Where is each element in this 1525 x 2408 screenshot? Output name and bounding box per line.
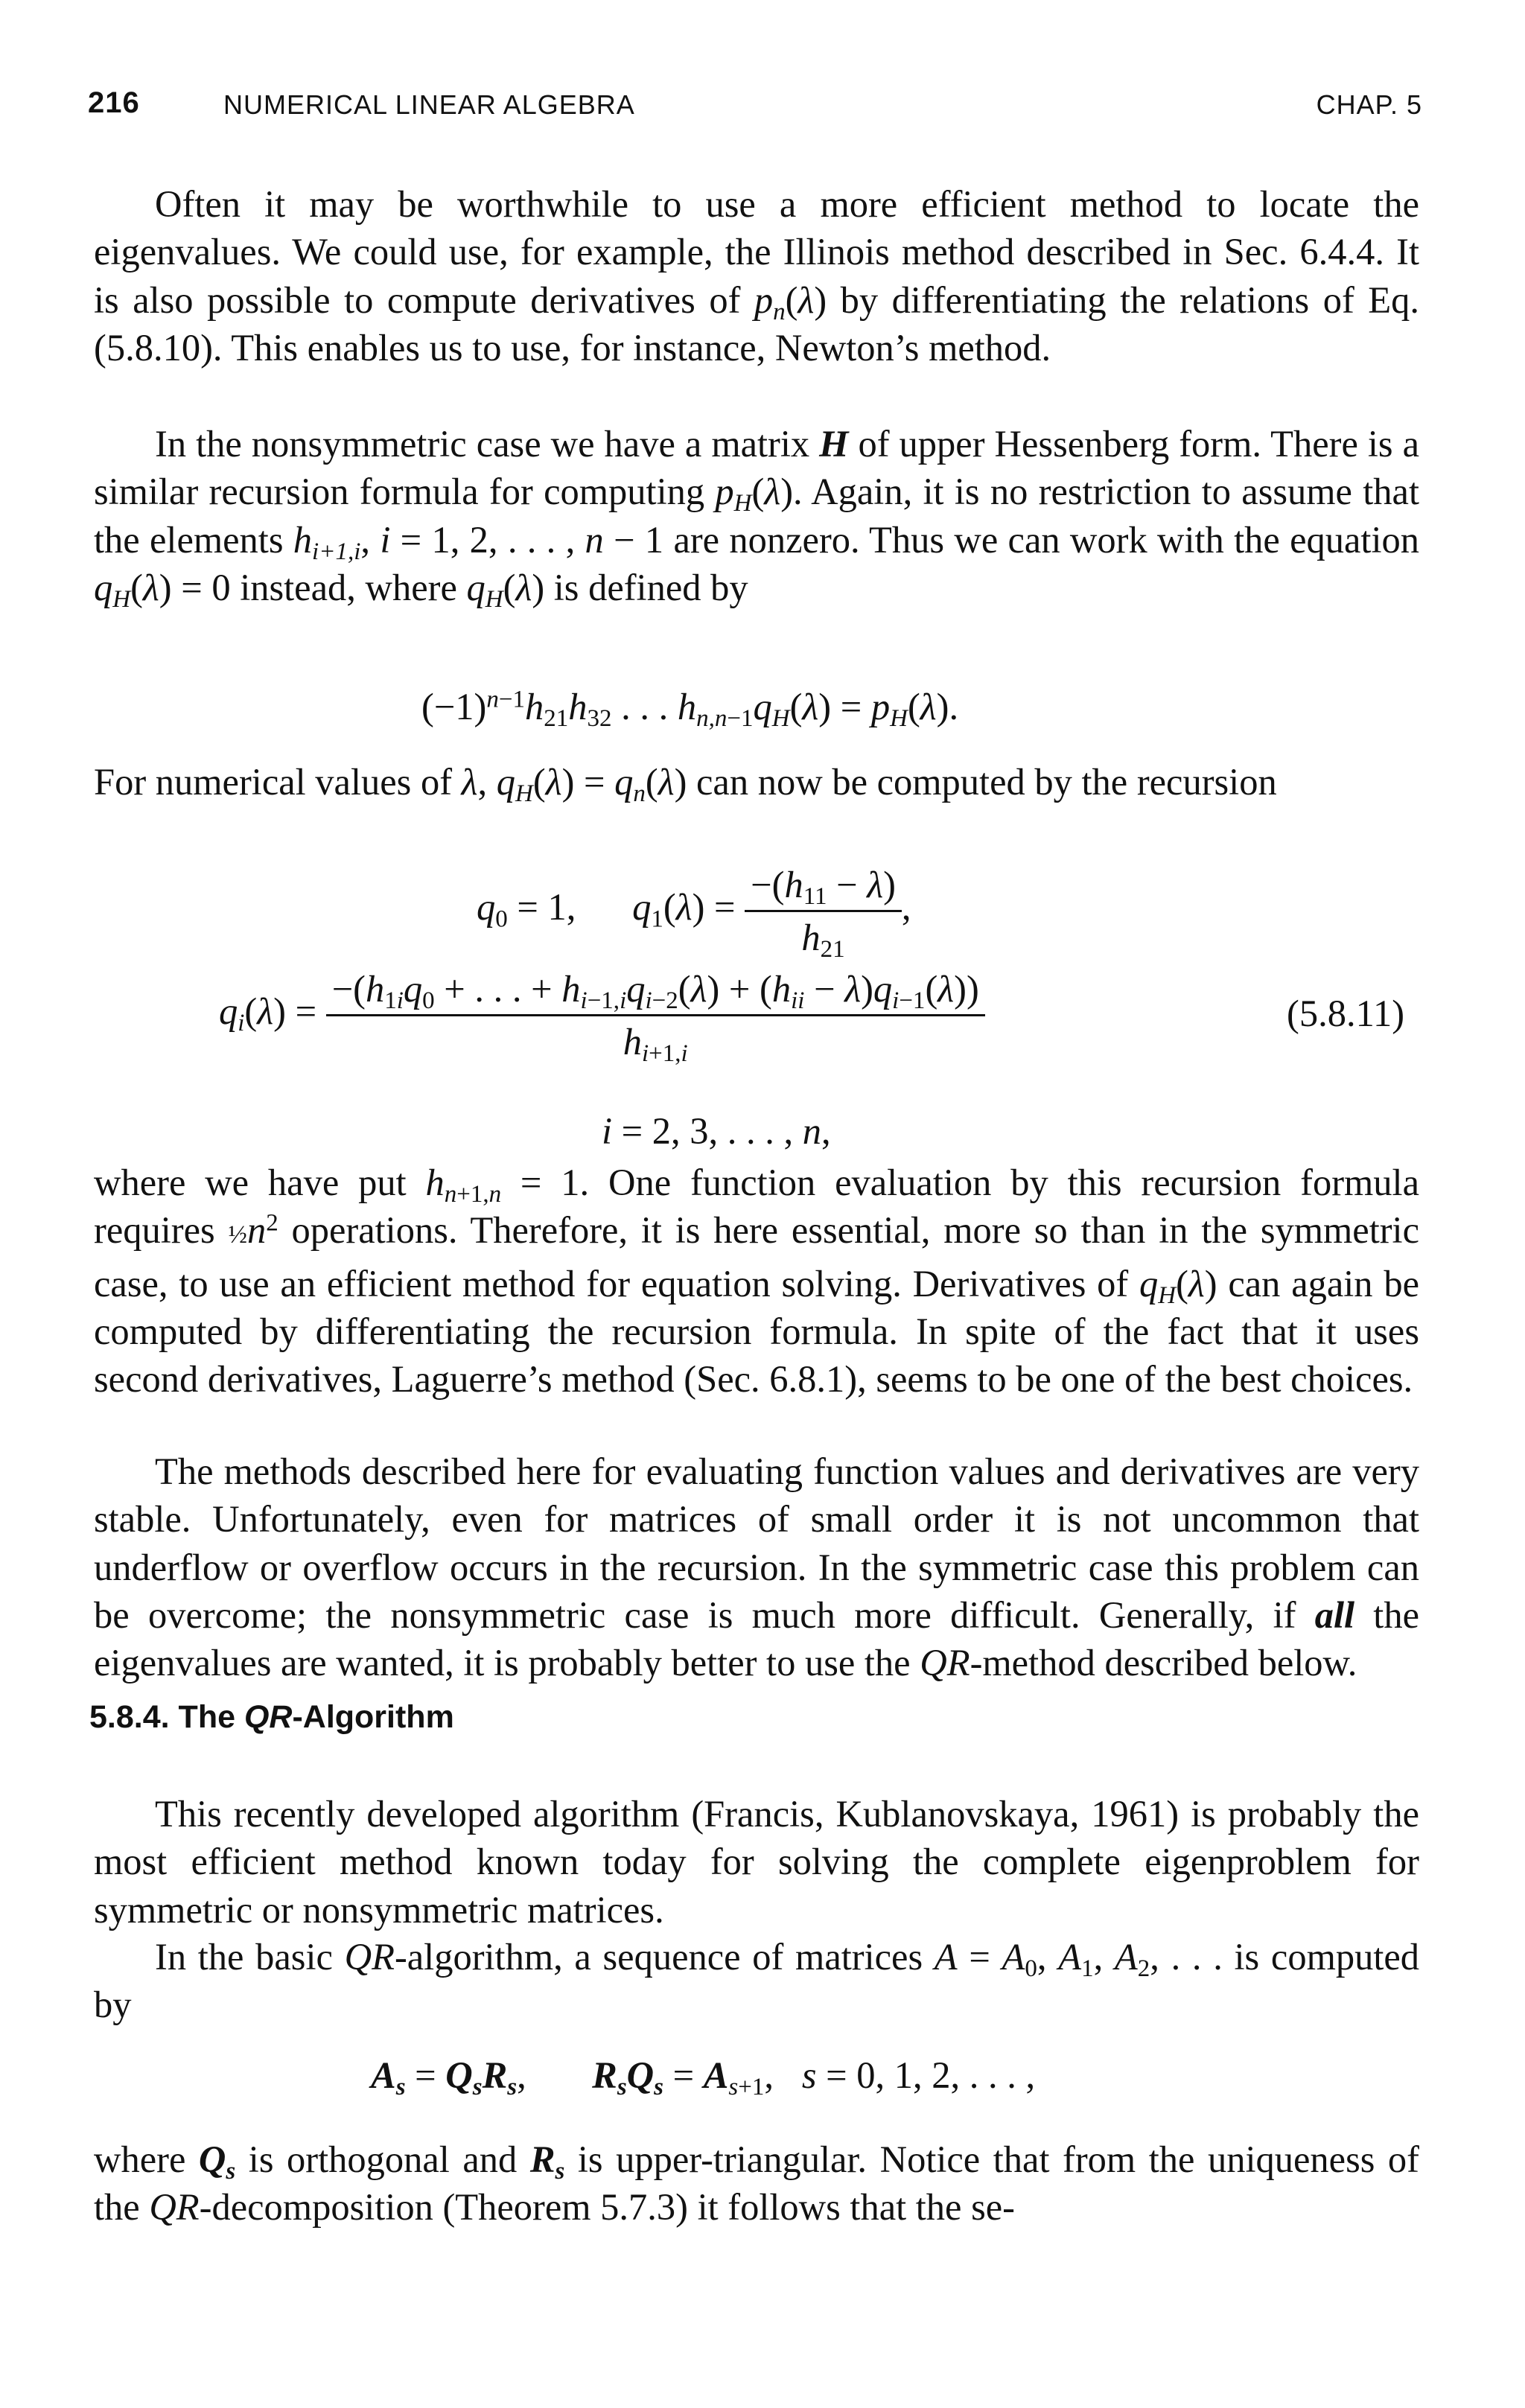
paragraph-qr-intro: This recently developed algorithm (Francis, Kublanovskaya, 1961) is probably the most efficient method known today for solving the complete eigenproblem for symmetric or nonsymmetric matrices. bbox=[94, 1793, 1419, 1931]
paragraph-recursion-cost: where we have put $h_{n+1,n} = 1$. One function evaluation by this recursion formula requires $\frac{1}{2}n^2$ operations. Therefore, it is here essential, more so than in the symmetric case, to use an efficient method for equation solving. Derivatives of $q_H(\lambda)$ can again be computed by differentiating the recursion formula. In spite of the fact that it uses second derivatives, Laguerre’s method (Sec. 6.8.1), seems to be one of the best choices. bbox=[94, 1162, 1419, 1401]
section-number: 5.8.4. bbox=[89, 1699, 170, 1735]
paragraph-basic-qr: In the basic QR-algorithm, a sequence of matrices $A = A_0$, $A_1$, $A_2$, . . . is computed by bbox=[94, 1936, 1420, 2026]
equation-qh-definition: $(-1)^{n-1}h_{21}h_{32}$ . . . $h_{n,n-1}q_H(\lambda) = p_H(\lambda)$. bbox=[421, 686, 959, 733]
equation-number: (5.8.11) bbox=[1287, 993, 1405, 1034]
equation-qr-iteration: $A_s = Q_sR_s$, $R_sQ_s = A_{s+1}$, s = 0, 1, 2, . . . , bbox=[371, 2054, 1036, 2101]
paragraph-nonsymmetric-case: In the nonsymmetric case we have a matrix H of upper Hessenberg form. There is a similar recursion formula for computing $p_H(\lambda)$. Again, it is no restriction to assume that the elements $h_{i+1,i}$, i = 1, 2, . . . , n − 1 are nonzero. Thus we can work with the equation $q_H(\lambda) = 0$ instead, where $q_H(\lambda)$ is defined by bbox=[94, 423, 1420, 614]
chapter-label: CHAP. 5 bbox=[1316, 89, 1422, 120]
paragraph-orthogonal: where $Q_s$ is orthogonal and $R_s$ is upper-triangular. Notice that from the uniqueness of the QR-decomposition (Theorem 5.7.3) it follows that the se- bbox=[94, 2138, 1420, 2229]
paragraph-numerical-values: For numerical values of λ, $q_H(\lambda) = q_n(\lambda)$ can now be computed by the recursion bbox=[94, 761, 1277, 808]
equation-recursion-general: $q_i(\lambda)$ = $\frac{-(h_{1i}q_0 + . . . + h_{i-1,i}q_{i-2}(\lambda) + (h_{ii} - \lambda)q_{i-1}(\lambda))}{h_{i+1,i}}$ bbox=[219, 968, 985, 1063]
equation-recursion-start: $q_0 = 1$, $q_1(\lambda)$ = $\frac{-(h_{11} - \lambda)}{h_{21}}$ , bbox=[477, 864, 911, 963]
page-number: 216 bbox=[88, 86, 140, 119]
paragraph-efficient-method: Often it may be worthwhile to use a more efficient method to locate the eigenvalues. We could use, for example, the Illinois method described in Sec. 6.4.4. It is also possible to compute derivatives of $p_n(\lambda)$ by differentiating the relations of Eq. (5.8.10). This enables us to use, for instance, Newton’s method. bbox=[94, 183, 1419, 369]
running-head bbox=[88, 86, 1422, 131]
equation-index-range: i = 2, 3, . . . , n, bbox=[602, 1110, 831, 1152]
section-title-italic: QR bbox=[243, 1699, 293, 1735]
paragraph-methods-stable: The methods described here for evaluating function values and derivatives are very stable. Unfortunately, even for matrices of small order it is not uncommon that underflow or overflow occurs in the recursion. In the symmetric case this problem can be overcome; the nonsymmetric case is much more difficult. Generally, if all the eigenvalues are wanted, it is probably better to use the QR-method described below. bbox=[94, 1450, 1419, 1684]
section-heading bbox=[89, 1699, 454, 1736]
section-title-prefix: The bbox=[178, 1699, 244, 1735]
section-title-suffix: -Algorithm bbox=[292, 1699, 454, 1735]
book-title: NUMERICAL LINEAR ALGEBRA bbox=[223, 89, 635, 120]
